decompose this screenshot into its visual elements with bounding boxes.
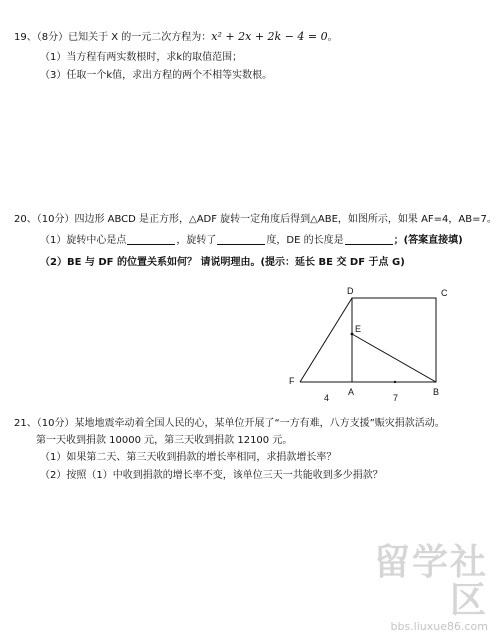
q20-heading: 20、（10分）四边形 ABCD 是正方形，△ADF 旋转一定角度后得到△ABE，如图所示，如果 AF=4，AB=7。 bbox=[14, 214, 497, 225]
q21-part2: （2）按照（1）中收到捐款的增长率不变，该单位三天一共能收到多少捐款？ bbox=[40, 470, 383, 481]
q20-part2: （2）BE 与 DF 的位置关系如何？ 请说明理由。(提示：延长 BE 交 DF 于点 G) bbox=[40, 257, 405, 268]
q21-part1: （1）如果第二天、第三天收到捐款的增长率相同，求捐款增长率？ bbox=[40, 452, 337, 463]
watermark bbox=[338, 544, 488, 633]
q19-equation: x² + 2x + 2k − 4 = 0 bbox=[211, 30, 328, 43]
q20-part1-text-a: （1）旋转中心是点 bbox=[40, 235, 127, 246]
q19-head-end: 。 bbox=[327, 32, 338, 43]
watermark-logo: 留学社区 bbox=[373, 542, 488, 621]
q21-line2: 第一天收到捐款 10000 元，第三天收到捐款 12100 元。 bbox=[36, 435, 293, 446]
label-length-ab: 7 bbox=[393, 393, 399, 403]
label-d: D bbox=[347, 286, 354, 296]
q20-part1-text-c: 度，DE 的长度是 bbox=[266, 235, 344, 246]
watermark-url: bbs.liuxue86.com bbox=[390, 620, 488, 633]
q21-heading: 21、（10分）某地地震牵动着全国人民的心，某单位开展了“一方有难，八方支援”赈灾捐款活动。 bbox=[14, 418, 445, 429]
label-c: C bbox=[441, 288, 448, 298]
q20-part1-text-d: ；(答案直接填) bbox=[393, 235, 463, 246]
q19-part1: （1）当方程有两实数根时，求k的取值范围； bbox=[40, 52, 243, 63]
q19-part2: （3）任取一个k值，求出方程的两个不相等实数根。 bbox=[40, 70, 273, 81]
label-a: A bbox=[348, 387, 355, 397]
midpoint-ab bbox=[394, 381, 396, 383]
q19-head-text: 19、（8分）已知关于 X 的一元二次方程为： bbox=[14, 32, 212, 43]
square-abcd bbox=[352, 298, 436, 382]
q20-part1-text-b: ，旋转了 bbox=[176, 235, 217, 246]
point-e bbox=[351, 333, 354, 336]
segment-fd bbox=[300, 298, 352, 382]
label-length-af: 4 bbox=[324, 393, 330, 403]
label-e: E bbox=[355, 324, 362, 334]
label-b: B bbox=[433, 387, 440, 397]
segment-eb bbox=[352, 334, 436, 382]
label-f: F bbox=[289, 376, 295, 386]
